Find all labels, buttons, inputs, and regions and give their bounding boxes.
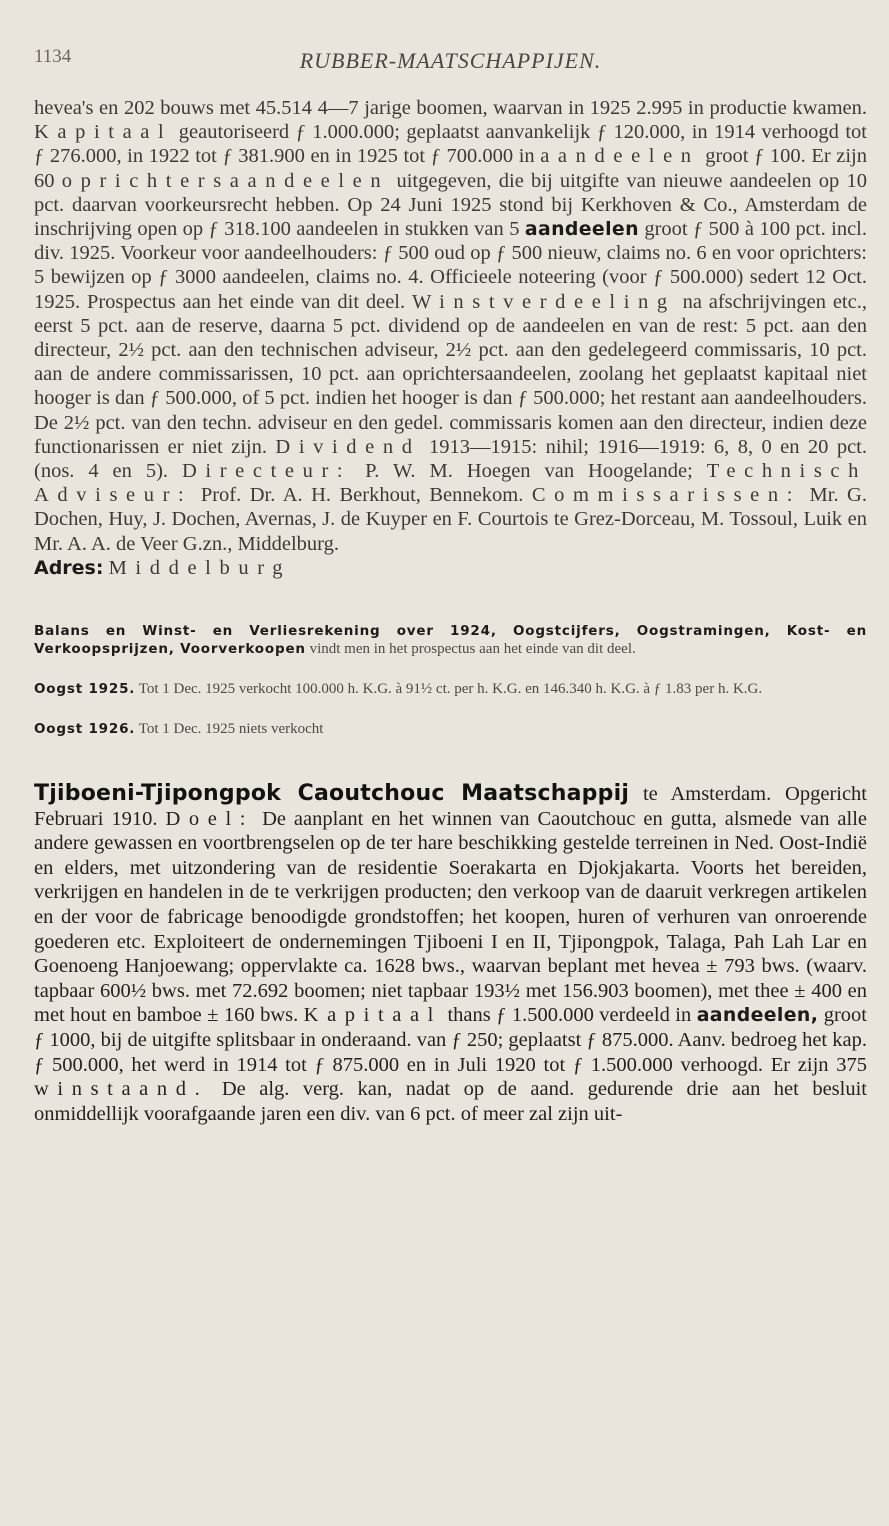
note-oogst-1926 [34,720,867,738]
text-run: 1913—1915: nihil; 1916—1919: 6, 8, 0 en 20 pct. (nos. 4 en 5). [34,435,867,483]
text-run: na afschrijvingen etc., eerst 5 pct. aan de reserve, daarna 5 pct. dividend op de aandeelen en van de rest: 5 pct. aan den directeur, 2½ pct. aan den technischen adviseur, 2½ pct. aan den gedelegeerd commissaris, 10 pct. aan de andere commissarissen, 10 pct. aan oprichtersaandeelen, zoolang het geplaatst kapitaal niet hooger is dan ƒ 500.000, of 5 pct. indien het hooger is dan ƒ 500.000; het restant aan aandeelhouders. De 2½ pct. van den techn. adviseur en den gedel. commissaris komen aan den directeur, indien deze functionarissen er niet zijn. [34,290,867,458]
kapitaal-heading: Kapitaal [34,121,173,144]
text-run: groot ƒ 100. Er zijn 60 [34,145,867,192]
text-run: groot ƒ 500 à 100 pct. incl. div. 1925. Voorkeur voor aandeelhouders: ƒ 500 oud op ƒ 500 nieuw, claims no. 6 en voor oprichters: 5 bewijzen op ƒ 3000 aandeelen, claims no. 4. Officieele noteering (voor ƒ 500.000) sedert 12 Oct. 1925. Prospectus aan het einde van dit deel. [34,218,867,313]
text-run: De aanplant en het winnen van Caoutchouc en gutta, alsmede van alle andere gewassen en voortbrengselen op de ter hare beschikking gestelde terreinen in Ned. Oost-Indië en elders, met uitzondering van de residentie Soerakarta en Djokjakarta. Voorts het bereiden, verkrijgen en handelen in de te verkrijgen producten; den verkoop van de daaruit verkregen artikelen en der voor de fabricage benoodigde grondstoffen; het koopen, huren of verhuren van onroerende goederen etc. Exploiteert de ondernemingen Tjiboeni I en II, Tjipongpok, Talaga, Pah Lah Lar en Goenoeng Hanjoewang; oppervlakte ca. 1628 bws., waarvan beplant met hevea ± 793 bws. (waarv. tapbaar 600½ bws. met 72.692 boomen; niet tapbaar 193½ met 156.903 boomen), met thee ± 400 en met hout en bamboe ± 160 bws. [34,807,868,1027]
text-run: te Amsterdam. Opgericht Februari 1910. [34,783,868,830]
note-oogst-1925-text: Tot 1 Dec. 1925 verkocht 100.000 h. K.G. à 91½ ct. per h. K.G. en 146.340 h. K.G. à ƒ 1.83 per h. K.G. [135,681,763,698]
page-header [34,40,867,84]
winstaand-spaced: winstaand. [34,1078,209,1101]
address-label: Adres: [34,556,104,579]
text-run: thans ƒ 1.500.000 verdeeld in [442,1004,697,1027]
winstverdeeling-heading: Winstverdeeling [411,290,676,313]
running-title: RUBBER-MAATSCHAPPIJEN. [299,48,602,73]
note-oogst-1925 [34,680,867,698]
notes-block [34,622,867,738]
address-line [34,556,867,580]
page-number: 1134 [34,46,72,67]
note-balans [34,622,867,658]
text-run: De alg. verg. kan, nadat op de aand. gedurende drie aan het besluit onmiddellijk voorafgaande jaren een div. van 6 pct. of meer zal zijn uit- [34,1078,867,1125]
aandeelen-bold: aandeelen, [696,1004,819,1027]
text-run: Mr. G. Dochen, Huy, J. Dochen, Avernas, J. de Kuyper en F. Courtois te Grez-Dorceau, M. Tossoul, Luik en Mr. A. A. de Veer G.zn., Middelburg. [34,484,867,555]
text-run: uitgegeven, die bij uitgifte van nieuwe aandeelen op 10 pct. daarvan voorkeursrecht hebben. Op 24 Juni 1925 stond bij Kerkhoven & Co., Amsterdam de inschrijving open op ƒ 318.100 aandeelen in stukken van 5 [34,169,867,241]
note-balans-heading: Balans en Winst- en Verliesrekening over 1924, Oogstcijfers, Oogstramingen, Kost- en Verkoopsprijzen, Voorverkoopen [34,623,867,658]
note-oogst-1925-heading: Oogst 1925. [34,681,136,698]
dividend-heading: Dividend [275,435,421,458]
company-entry-tjiboeni [34,782,867,1126]
note-oogst-1926-heading: Oogst 1926. [34,721,136,738]
note-balans-text: vindt men in het prospectus aan het einde van dit deel. [305,641,636,658]
company-name: Tjiboeni-Tjipongpok Caoutchouc Maatschappij [34,781,630,807]
text-run: groot ƒ 1000, bij de uitgifte splitsbaar in onderaand. van ƒ 250; geplaatst ƒ 875.000. Aanv. bedroeg het kap. ƒ 500.000, het werd in 1914 tot ƒ 875.000 en in Juli 1920 tot ƒ 1.500.000 verhoogd. Er zijn 375 [34,1004,867,1076]
company-entry-continued [34,96,867,556]
note-oogst-1926-text: Tot 1 Dec. 1925 niets verkocht [135,721,324,738]
text-run: Prof. Dr. A. H. Berkhout, Bennekom. [192,484,532,507]
text-run: hevea's en 202 bouws met 45.514 4—7 jarige boomen, waarvan in 1925 2.995 in productie kwamen. [34,97,867,119]
text-run: P. W. M. Hoegen van Hoogelande; [351,460,707,483]
directeur-heading: Directeur: [182,460,352,483]
text-run: geautoriseerd ƒ 1.000.000; geplaatst aanvankelijk ƒ 120.000, in 1914 verhoogd tot ƒ 276.000, in 1922 tot ƒ 381.900 en in 1925 tot ƒ 700.000 in [34,121,867,168]
address-value: Middelburg [108,556,292,579]
commissarissen-heading: Commissarissen: [531,484,802,507]
doel-heading: Doel: [165,807,255,830]
aandeelen-spaced: aandeelen [540,145,700,168]
technisch-adviseur-heading: Technisch Adviseur: [34,460,868,507]
kapitaal-heading: Kapitaal [303,1004,442,1027]
aandeelen-bold: aandeelen [524,218,639,241]
oprichtersaandeelen-spaced: oprichtersaandeelen [61,169,390,192]
